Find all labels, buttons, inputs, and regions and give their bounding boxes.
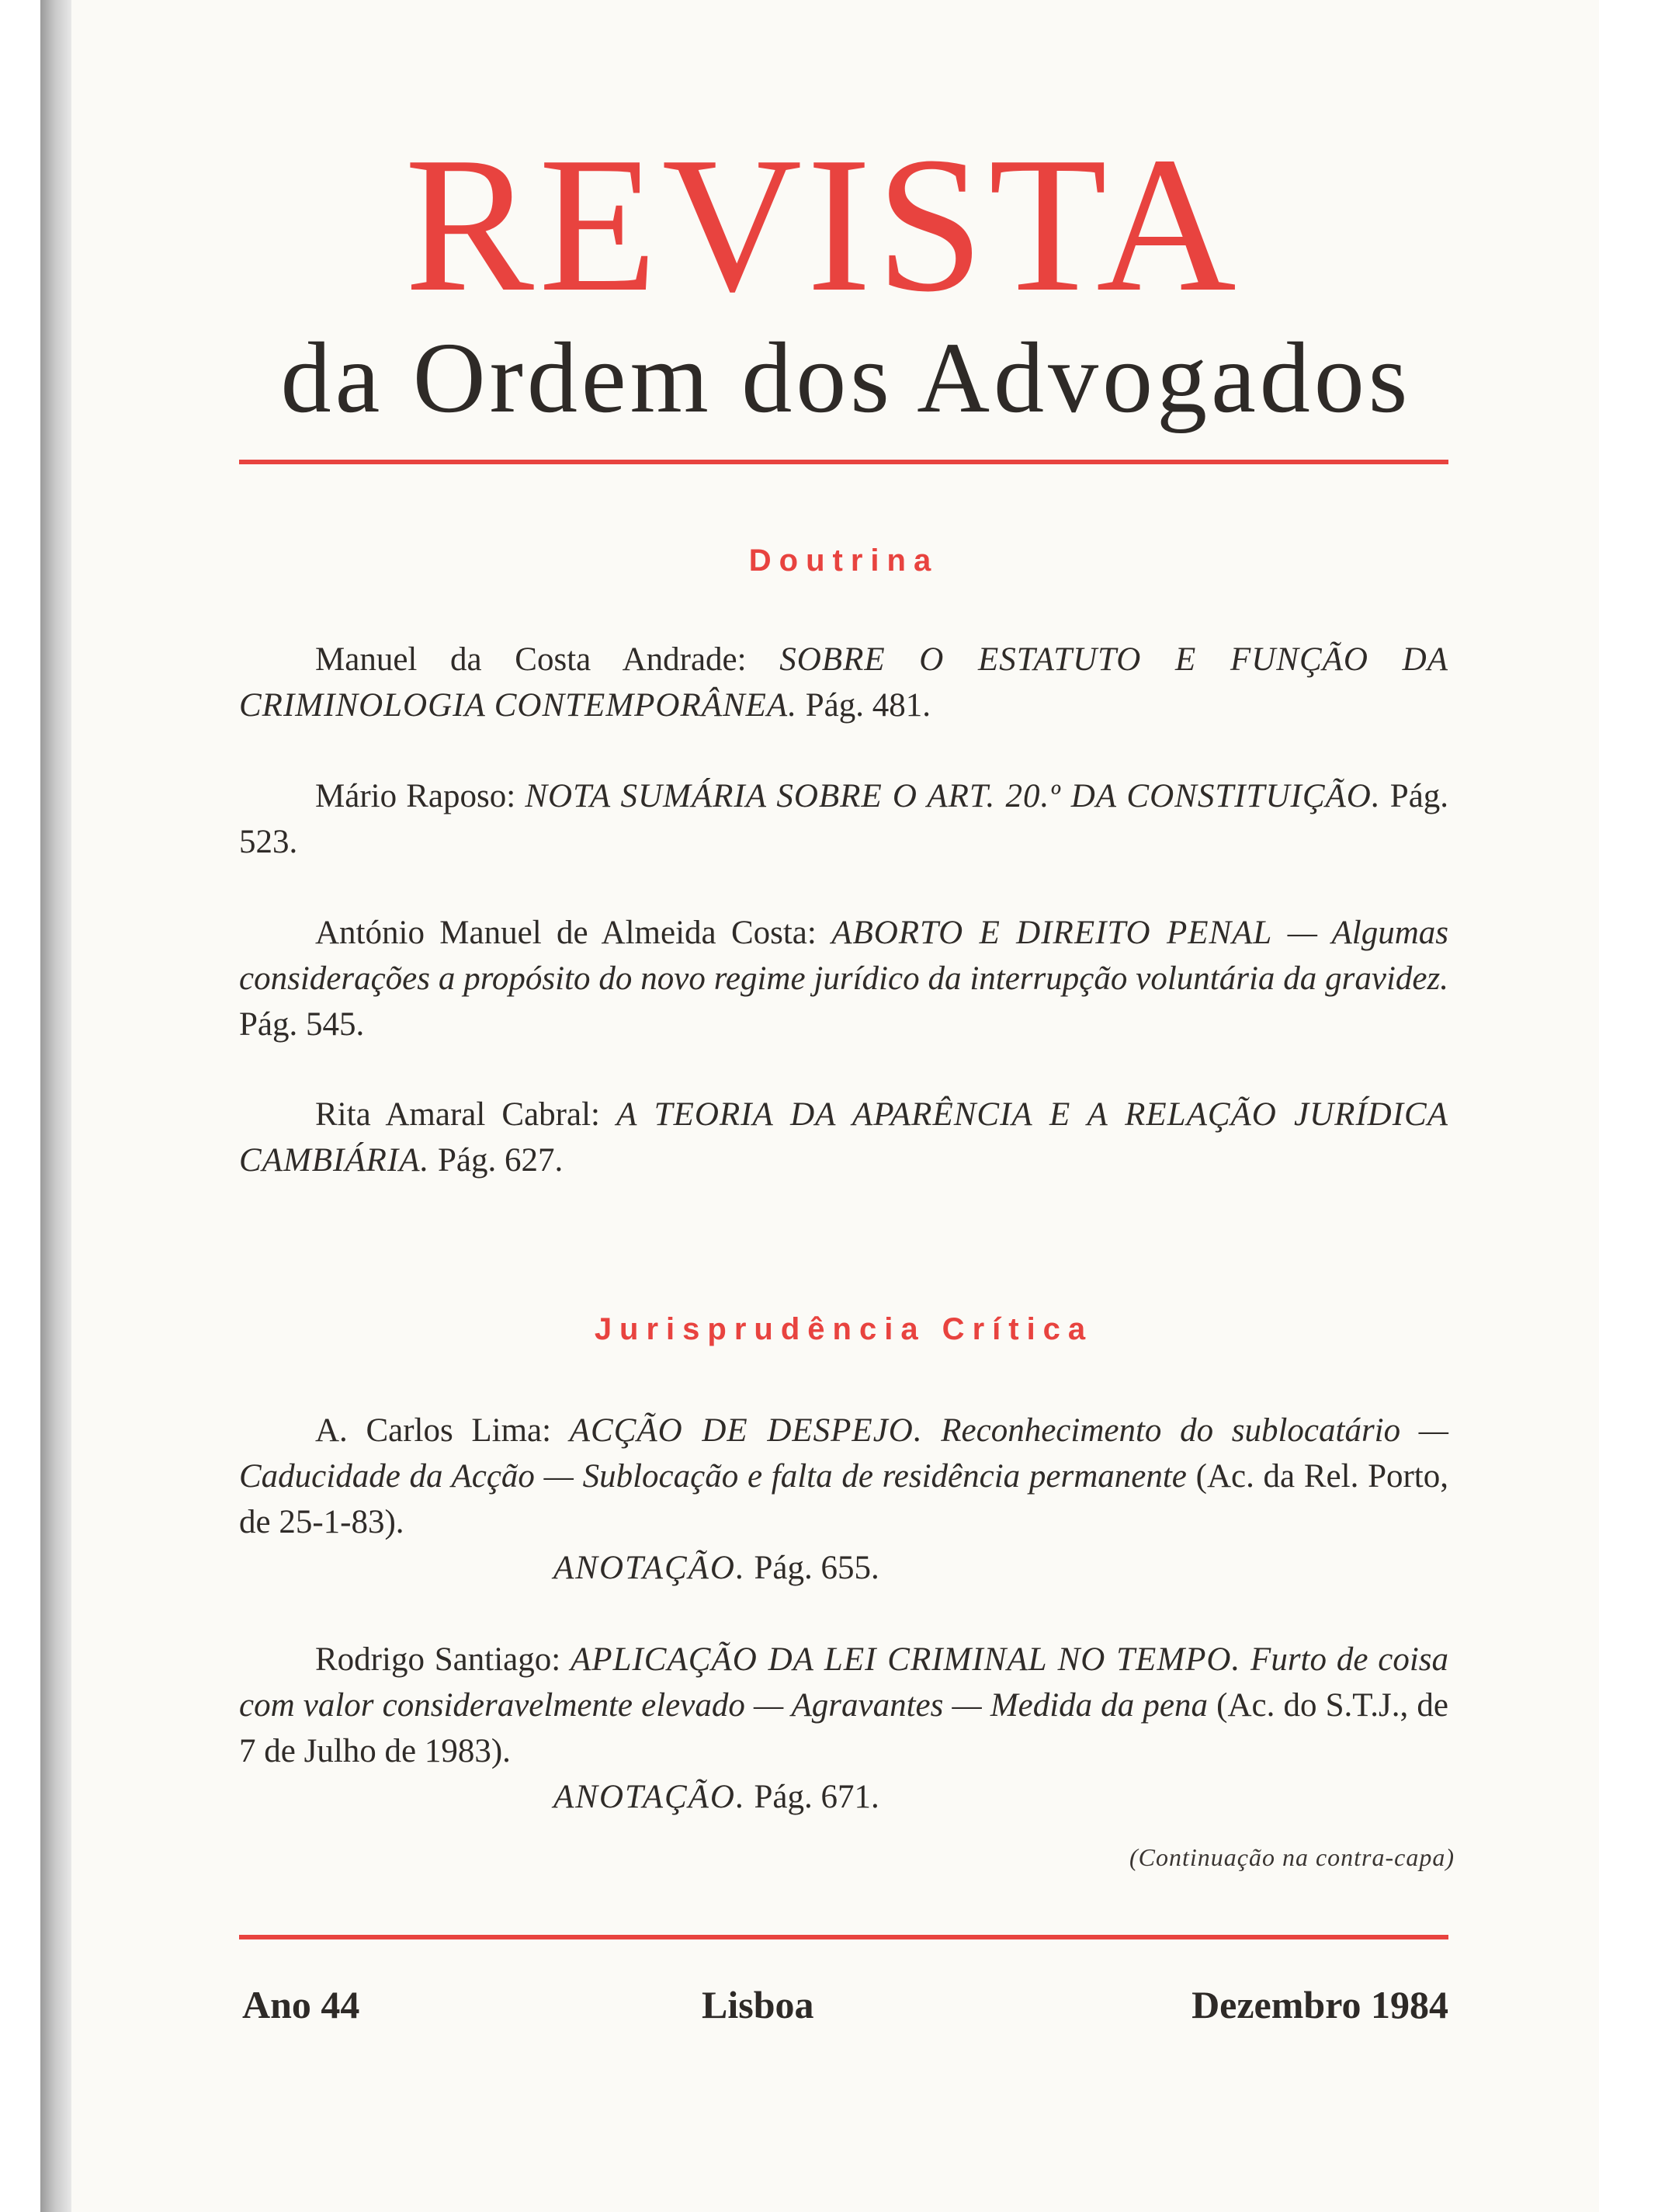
right-margin — [1599, 0, 1658, 2212]
toc-entry — [239, 637, 1448, 728]
entry-title: APLICAÇÃO DA LEI CRIMINAL NO TEMPO. — [571, 1641, 1241, 1678]
section-heading-jurisprudencia: Jurisprudência Crítica — [594, 1312, 1094, 1346]
entry-page: Pág. 545. — [239, 1006, 365, 1043]
toc-entry — [239, 1092, 1448, 1183]
entry-page: Pág. 481. — [805, 687, 931, 724]
entry-citation: (Ac. do S.T.J., de 7 de Julho de 1983). — [239, 1687, 1448, 1769]
anotacao-line — [239, 1545, 1448, 1591]
entry-author: A. Carlos Lima: — [315, 1412, 552, 1449]
entry-page: Pág. 523. — [239, 778, 1449, 860]
toc-entry — [239, 910, 1448, 1047]
journal-subtitle: da Ordem dos Advogados — [280, 322, 1412, 434]
toc-entry — [239, 773, 1448, 865]
entry-title: SOBRE O ESTATUTO E FUNÇÃO DA CRIMINOLOGIA CONTEMPORÂNEA. — [239, 641, 1448, 724]
continuation-note: (Continuação na contra-capa) — [1129, 1843, 1455, 1871]
entry-author: Rita Amaral Cabral: — [315, 1096, 600, 1133]
binding-shadow — [40, 0, 73, 2212]
entry-citation: (Ac. da Rel. Porto, de 25-1-83). — [239, 1458, 1448, 1540]
anotacao-line — [239, 1774, 1448, 1820]
entry-subtitle: Furto de coisa com valor consideravelmente elevado — Agravantes — Medida da pena — [239, 1641, 1448, 1724]
entry-title: ABORTO E DIREITO PENAL — [831, 915, 1273, 951]
toc-entry — [239, 1408, 1448, 1591]
entry-page: Pág. 655. — [754, 1550, 879, 1586]
entry-title: ACÇÃO DE DESPEJO. — [569, 1412, 923, 1449]
entry-anotacao: ANOTAÇÃO. — [553, 1550, 746, 1586]
footer-year: Ano 44 — [242, 1983, 360, 2026]
entry-author: António Manuel de Almeida Costa: — [315, 915, 817, 951]
footer-city: Lisboa — [702, 1983, 814, 2026]
entry-title: NOTA SUMÁRIA SOBRE O ART. 20.º DA CONSTITUIÇÃO. — [525, 778, 1381, 814]
journal-title: REVISTA — [404, 117, 1241, 332]
toc-entry — [239, 1637, 1448, 1820]
top-red-rule — [239, 460, 1448, 464]
footer-date: Dezembro 1984 — [1191, 1983, 1448, 2026]
entry-author: Mário Raposo: — [315, 778, 516, 814]
entry-title: A TEORIA DA APARÊNCIA E A RELAÇÃO JURÍDICA CAMBIÁRIA. — [239, 1096, 1448, 1179]
section-heading-doutrina: Doutrina — [748, 543, 939, 578]
entry-page: Pág. 671. — [754, 1779, 879, 1815]
entry-author: Manuel da Costa Andrade: — [315, 641, 747, 678]
entry-page: Pág. 627. — [437, 1142, 564, 1179]
entry-author: Rodrigo Santiago: — [315, 1641, 561, 1678]
entry-subtitle: Reconhecimento do sublocatário — Caducidade da Acção — Sublocação e falta de residência permanente — [239, 1412, 1449, 1495]
bottom-red-rule — [239, 1935, 1448, 1939]
entry-anotacao: ANOTAÇÃO. — [553, 1779, 746, 1815]
entry-subtitle: — Algumas considerações a propósito do novo regime jurídico da interrupção voluntária da gravidez. — [239, 915, 1448, 997]
